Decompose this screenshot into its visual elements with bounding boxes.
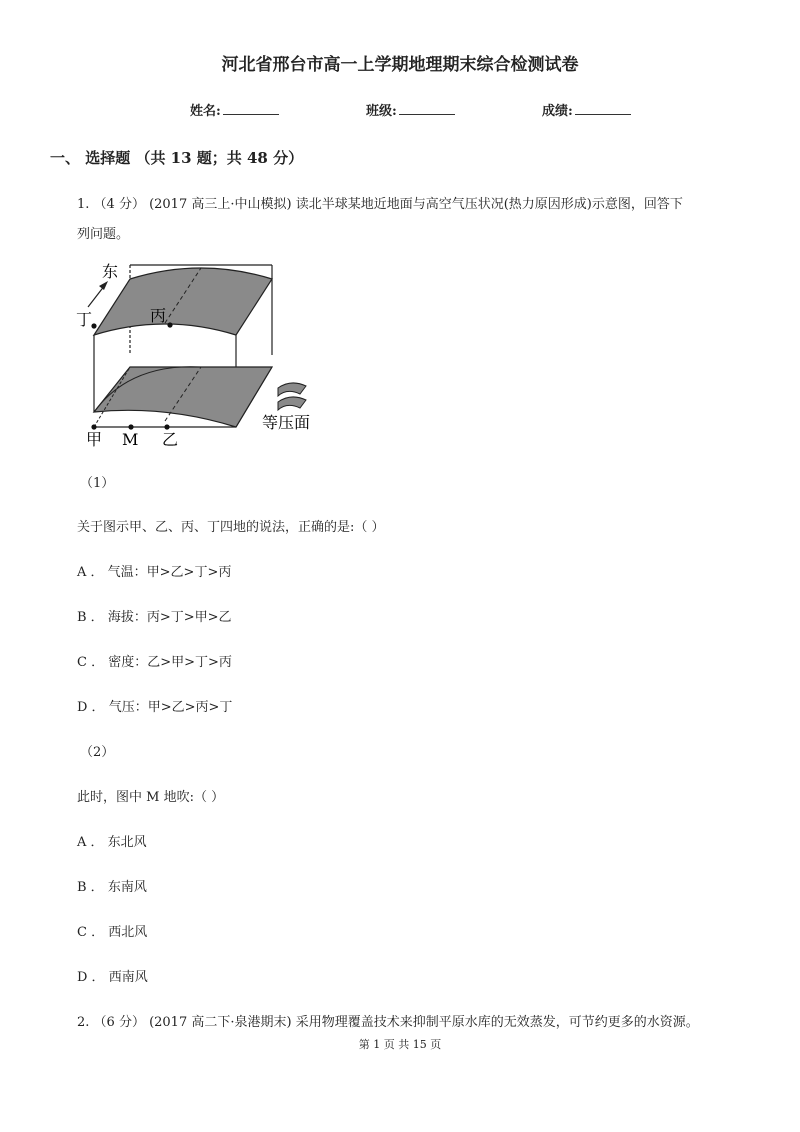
class-field bbox=[366, 100, 455, 119]
isobar-legend-symbol bbox=[278, 383, 306, 410]
option-2a[interactable]: A ． 东北风 bbox=[77, 835, 147, 850]
upper-isobaric-surface bbox=[94, 268, 272, 335]
label-ding: 丁 bbox=[76, 310, 93, 329]
option-1d[interactable]: D ． 气压：甲>乙>丙>丁 bbox=[77, 700, 233, 715]
point-bing bbox=[167, 322, 172, 327]
score-blank[interactable] bbox=[575, 101, 631, 115]
label-m: M bbox=[122, 430, 139, 449]
page-title: 河北省邢台市高一上学期地理期末综合检测试卷 bbox=[221, 55, 579, 75]
point-jia bbox=[91, 424, 96, 429]
option-1c[interactable]: C ． 密度：乙>甲>丁>丙 bbox=[77, 655, 232, 670]
option-2b[interactable]: B ． 东南风 bbox=[77, 880, 147, 895]
isobar-diagram bbox=[72, 255, 332, 450]
name-blank[interactable] bbox=[223, 101, 279, 115]
sub-question-2-stem: 此时，图中 M 地吹:（ ） bbox=[77, 790, 225, 805]
score-label: 成绩: bbox=[542, 104, 573, 119]
option-1a[interactable]: A ． 气温：甲>乙>丁>丙 bbox=[77, 565, 232, 580]
sub-question-1-stem: 关于图示甲、乙、丙、丁四地的说法，正确的是:（ ） bbox=[77, 520, 385, 535]
point-ding bbox=[91, 323, 96, 328]
label-jia: 甲 bbox=[86, 430, 103, 449]
section-heading: 一、 选择题 （共 13 题；共 48 分） bbox=[50, 149, 304, 167]
question-2-line-1: 2. （6 分） (2017 高二下·泉港期末) 采用物理覆盖技术来抑制平原水库的无效蒸发，可节约更多的水资源。 bbox=[77, 1015, 699, 1030]
sub-question-2-number: （2） bbox=[80, 745, 115, 760]
question-1-line-2: 列问题。 bbox=[77, 227, 130, 242]
option-1b[interactable]: B ． 海拔：丙>丁>甲>乙 bbox=[77, 610, 232, 625]
name-field bbox=[190, 100, 279, 119]
class-label: 班级: bbox=[366, 104, 397, 119]
label-bing: 丙 bbox=[150, 306, 167, 325]
class-blank[interactable] bbox=[399, 101, 455, 115]
option-2c[interactable]: C ． 西北风 bbox=[77, 925, 148, 940]
label-east: 东 bbox=[102, 262, 119, 281]
option-2d[interactable]: D ． 西南风 bbox=[77, 970, 148, 985]
point-yi bbox=[164, 424, 169, 429]
page-footer: 第 1 页 共 15 页 bbox=[358, 1038, 442, 1051]
sub-question-1-number: （1） bbox=[80, 476, 115, 491]
label-yi: 乙 bbox=[162, 430, 179, 449]
label-isobar: 等压面 bbox=[262, 413, 311, 432]
point-m bbox=[128, 424, 133, 429]
lower-isobaric-surface bbox=[94, 367, 272, 427]
question-1-line-1: 1. （4 分） (2017 高三上·中山模拟) 读北半球某地近地面与高空气压状况(热力原因形成)示意图，回答下 bbox=[77, 197, 683, 212]
name-label: 姓名: bbox=[190, 104, 221, 119]
score-field bbox=[542, 100, 631, 119]
